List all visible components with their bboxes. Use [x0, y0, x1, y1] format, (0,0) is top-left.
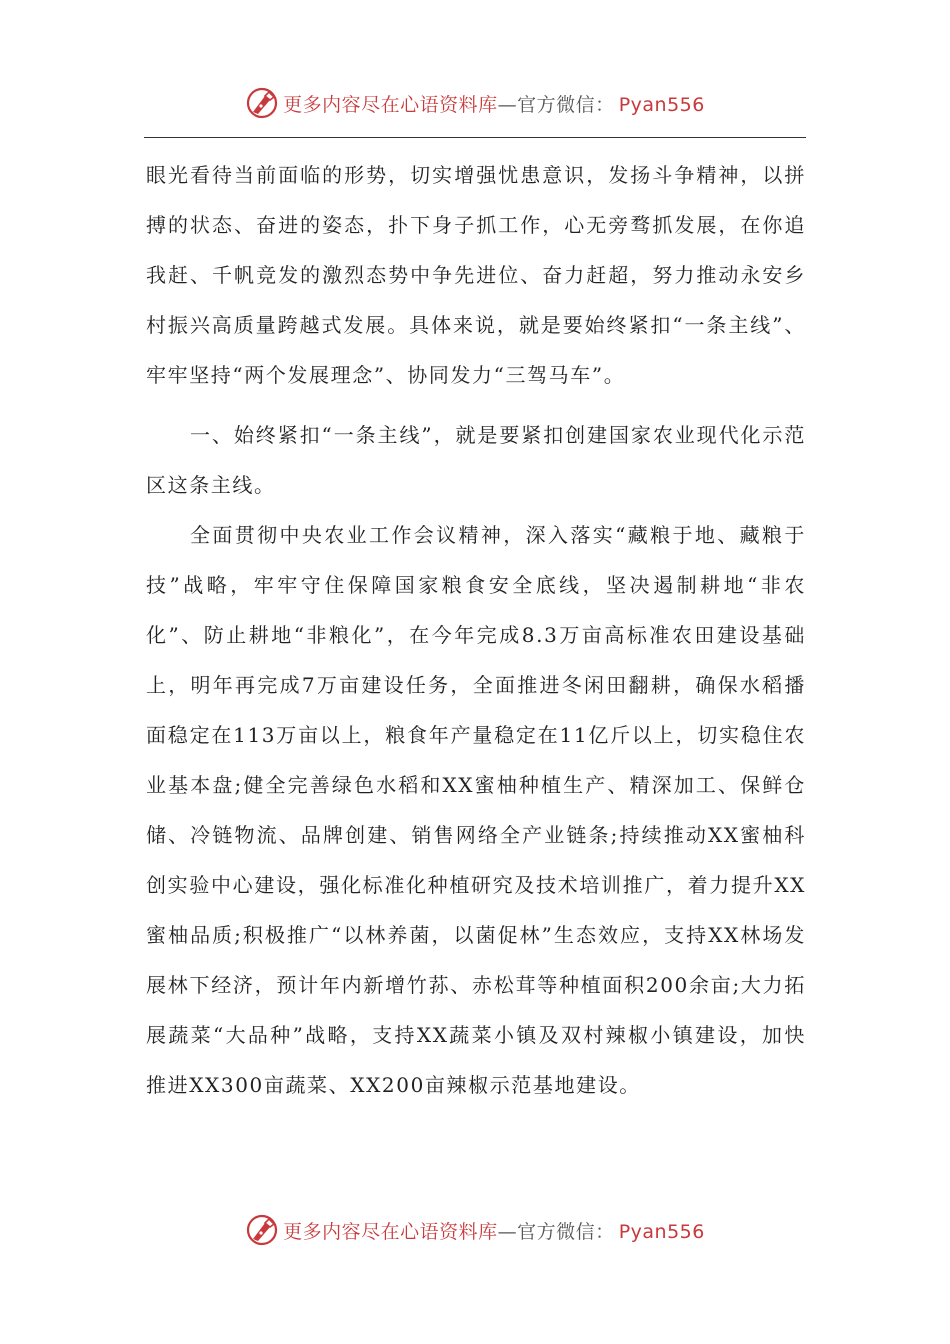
banner-separator: —官方微信：	[497, 1220, 615, 1243]
paragraph-continuation: 眼光看待当前面临的形势，切实增强忧患意识，发扬斗争精神，以拼搏的状态、奋进的姿态，扑下身子抓工作，心无旁骛抓发展，在你追我赶、千帆竞发的激烈态势中争先进位、奋力赶超，努力推动永安乡村振兴高质量跨越式发展。具体来说，就是要始终紧扣“一条主线”、牢牢坚持“两个发展理念”、协同发力“三驾马车”。	[146, 163, 806, 387]
pen-nib-logo-icon	[245, 86, 279, 120]
page-footer-banner	[0, 1210, 950, 1250]
banner-separator: —官方微信：	[497, 93, 615, 116]
pen-nib-logo-icon	[245, 1213, 279, 1247]
banner-title: 更多内容尽在心语资料库	[283, 93, 498, 116]
header-divider	[144, 137, 806, 138]
document-body	[146, 150, 806, 1110]
paragraph-body: 全面贯彻中央农业工作会议精神，深入落实“藏粮于地、藏粮于技”战略，牢牢守住保障国家粮食安全底线，坚决遏制耕地“非农化”、防止耕地“非粮化”，在今年完成8.3万亩高标准农田建设基础上，明年再完成7万亩建设任务，全面推进冬闲田翻耕，确保水稻播面稳定在113万亩以上，粮食年产量稳定在11亿斤以上，切实稳住农业基本盘;健全完善绿色水稻和XX蜜柚种植生产、精深加工、保鲜仓储、冷链物流、品牌创建、销售网络全产业链条;持续推动XX蜜柚科创实验中心建设，强化标准化种植研究及技术培训推广，着力提升XX蜜柚品质;积极推广“以林养菌，以菌促林”生态效应，支持XX林场发展林下经济，预计年内新增竹荪、赤松茸等种植面积200余亩;大力拓展蔬菜“大品种”战略，支持XX蔬菜小镇及双村辣椒小镇建设，加快推进XX300亩蔬菜、XX200亩辣椒示范基地建设。	[146, 523, 806, 1097]
section-heading-1: 一、始终紧扣“一条主线”，就是要紧扣创建国家农业现代化示范区这条主线。	[146, 423, 806, 497]
banner-title: 更多内容尽在心语资料库	[283, 1220, 498, 1243]
page-header-banner	[0, 83, 950, 123]
banner-wechat-id: Pyan556	[618, 93, 705, 116]
banner-wechat-id: Pyan556	[618, 1220, 705, 1243]
